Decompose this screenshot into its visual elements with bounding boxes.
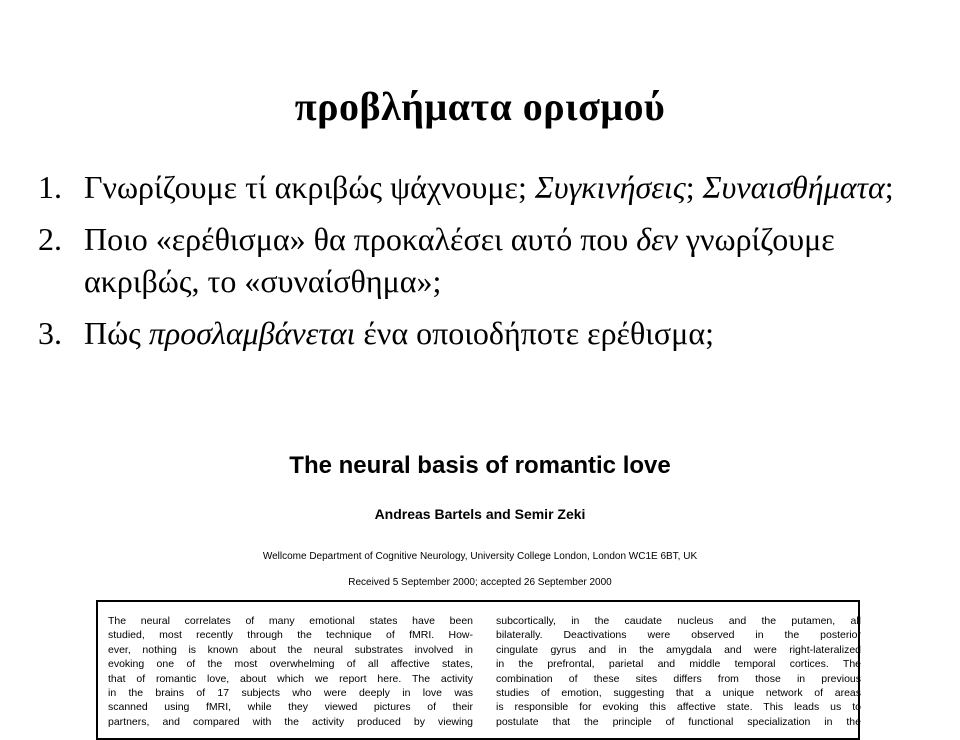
abstract-line: that of romantic love, about which we report here. The activity bbox=[108, 672, 473, 685]
abstract-line: in the prefrontal, parietal and middle temporal cortices. The bbox=[496, 658, 861, 671]
abstract-line: subcortically, in the caudate nucleus and the putamen, all bbox=[496, 615, 861, 627]
question-list bbox=[38, 166, 938, 364]
question-text-segment: γνωρίζουμε ακριβώς, το «συναίσθημα»; bbox=[84, 221, 835, 299]
abstract-line: combination of these sites differs from those in previous bbox=[496, 672, 861, 685]
abstract-line: is responsible for evoking this affective state. This leads us to bbox=[496, 701, 861, 714]
question-text-segment: ένα οποιοδήποτε ερέθισμα; bbox=[355, 315, 714, 351]
abstract-line: in the brains of 17 subjects who were deeply in love was bbox=[108, 687, 473, 700]
question-number: 1. bbox=[38, 169, 62, 205]
question-item-2 bbox=[38, 218, 938, 302]
abstract-left-column bbox=[108, 614, 473, 729]
question-text-segment: Πώς bbox=[84, 315, 149, 351]
paper-excerpt-image bbox=[96, 440, 864, 728]
question-number: 2. bbox=[38, 221, 62, 257]
paper-affiliation: Wellcome Department of Cognitive Neurology, University College London, London WC1E 6BT, UK bbox=[262, 551, 698, 562]
question-text-segment: Συγκινήσεις bbox=[534, 169, 686, 205]
question-text-segment: δεν bbox=[636, 221, 678, 257]
abstract-line: evoking one of the most overwhelming of all affective states, bbox=[108, 658, 473, 671]
paper-authors: Andreas Bartels and Semir Zeki bbox=[374, 506, 586, 522]
question-text-segment: Γνωρίζουμε τί ακριβώς ψάχνουμε; bbox=[84, 169, 535, 205]
question-text-segment: ; bbox=[685, 169, 703, 205]
question-number: 3. bbox=[38, 315, 62, 351]
abstract-line: studied, most recently through the technique of fMRI. How- bbox=[108, 629, 473, 642]
question-text-segment: Ποιο «ερέθισμα» θα προκαλέσει αυτό που bbox=[84, 221, 637, 257]
question-text-segment: προσλαμβάνεται bbox=[148, 315, 356, 351]
abstract-right-column bbox=[496, 614, 861, 729]
abstract-line: postulate that the principle of functional specialization in the bbox=[496, 715, 861, 728]
paper-received-date: Received 5 September 2000; accepted 26 September 2000 bbox=[348, 577, 612, 588]
slide-title: προβλήματα ορισμού bbox=[294, 84, 666, 129]
abstract-line: scanned using fMRI, while they viewed pictures of their bbox=[108, 701, 473, 714]
question-item-1 bbox=[38, 166, 938, 208]
abstract-line: cingulate gyrus and in the amygdala and were right-lateralized bbox=[496, 643, 861, 656]
abstract-line: bilaterally. Deactivations were observed in the posterior bbox=[496, 629, 861, 642]
question-text-segment: Συναισθήματα bbox=[702, 169, 885, 205]
question-text-segment: ; bbox=[884, 169, 894, 205]
paper-title: The neural basis of romantic love bbox=[289, 452, 671, 479]
abstract-line: The neural correlates of many emotional states have been bbox=[108, 615, 473, 627]
abstract-box bbox=[96, 600, 860, 740]
abstract-line: studies of emotion, suggesting that a unique network of areas bbox=[496, 687, 861, 700]
question-item-3 bbox=[38, 312, 938, 354]
abstract-line: partners, and compared with the activity produced by viewing bbox=[108, 715, 473, 728]
abstract-line: ever, nothing is known about the neural substrates involved in bbox=[108, 643, 473, 656]
